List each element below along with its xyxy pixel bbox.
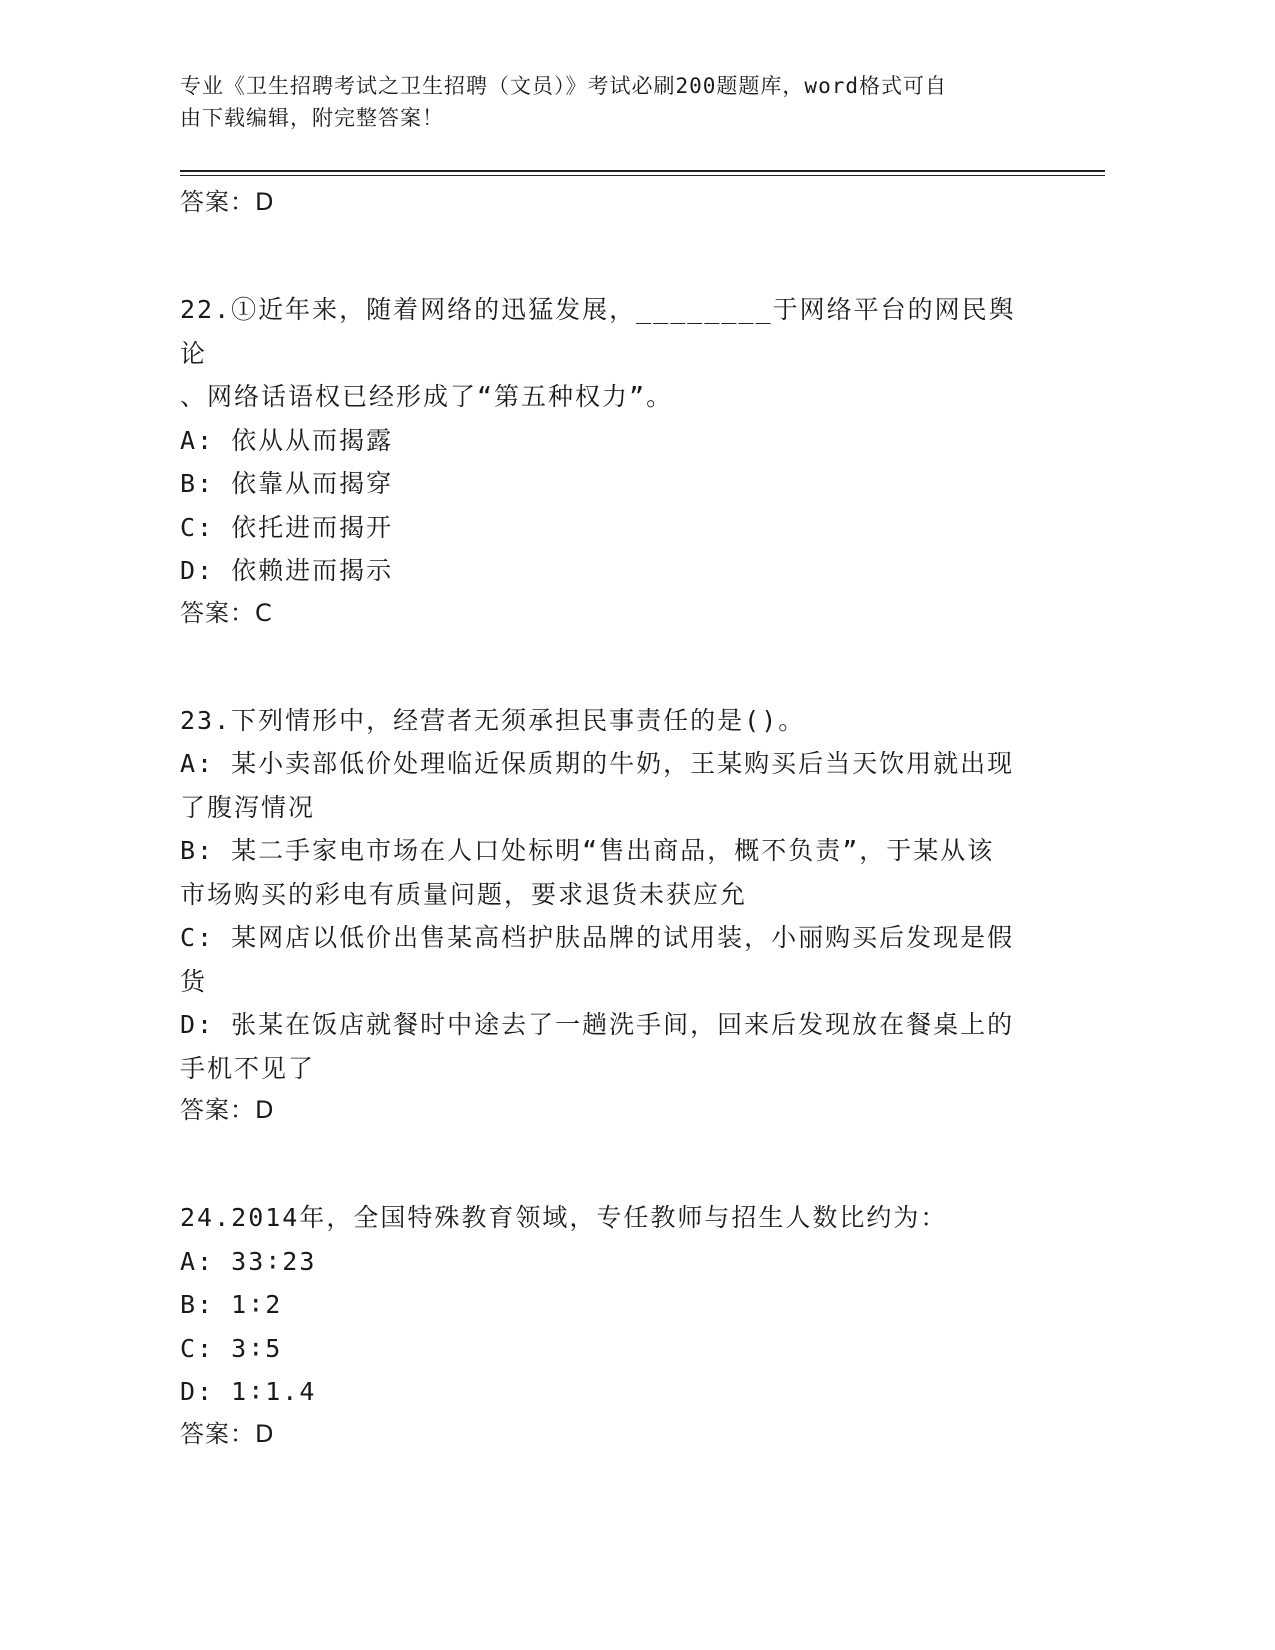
- question-stem-line: 22.①近年来，随着网络的迅猛发展，________于网络平台的网民舆论: [180, 295, 1016, 368]
- spacer: [180, 1130, 1040, 1196]
- option-c: C: 3∶5: [180, 1333, 283, 1363]
- document-header: [180, 70, 1040, 134]
- option-b: B: 依靠从而揭穿: [180, 469, 394, 498]
- option-c-continued: 货: [180, 966, 208, 996]
- question-22: [180, 288, 1040, 633]
- option-b: B: 1∶2: [180, 1290, 283, 1319]
- answer-line: 答案：D: [180, 1419, 275, 1448]
- question-23: [180, 699, 1040, 1131]
- option-b-continued: 市场购买的彩电有质量问题，要求退货未获应允: [180, 879, 748, 909]
- spacer: [180, 633, 1040, 699]
- option-a-continued: 了腹泻情况: [180, 792, 316, 822]
- question-stem-line: 23.下列情形中，经营者无须承担民事责任的是()。: [180, 705, 806, 735]
- previous-answer: 答案：D: [180, 188, 275, 216]
- question-stem-line: 、网络话语权已经形成了“第五种权力”。: [180, 382, 674, 411]
- option-d-continued: 手机不见了: [180, 1053, 316, 1083]
- question-stem-line: 24.2014年，全国特殊教育领域，专任教师与招生人数比约为：: [180, 1203, 948, 1232]
- option-d: D: 1∶1.4: [180, 1377, 317, 1406]
- option-c: C: 某网店以低价出售某高档护肤品牌的试用装，小丽购买后发现是假: [180, 923, 1015, 952]
- header-line-1: 专业《卫生招聘考试之卫生招聘（文员）》考试必刷200题题库，word格式可自: [180, 74, 947, 98]
- header-divider-thin: [180, 175, 1105, 176]
- header-divider-thick: [180, 170, 1105, 172]
- answer-line: 答案：C: [180, 598, 273, 627]
- document-body: [180, 182, 1040, 1454]
- spacer: [180, 222, 1040, 288]
- option-d: D: 张某在饭店就餐时中途去了一趟洗手间，回来后发现放在餐桌上的: [180, 1010, 1015, 1039]
- option-d: D: 依赖进而揭示: [180, 556, 394, 585]
- option-a: A: 某小卖部低价处理临近保质期的牛奶，王某购买后当天饮用就出现: [180, 749, 1015, 778]
- option-a: A: 33∶23: [180, 1246, 317, 1276]
- header-line-2: 由下载编辑，附完整答案！: [180, 106, 444, 130]
- option-a: A: 依从从而揭露: [180, 425, 394, 455]
- option-c: C: 依托进而揭开: [180, 512, 394, 542]
- answer-line: 答案：D: [180, 1096, 275, 1124]
- option-b: B: 某二手家电市场在人口处标明“售出商品，概不负责”，于某从该: [180, 836, 995, 865]
- question-24: [180, 1196, 1040, 1454]
